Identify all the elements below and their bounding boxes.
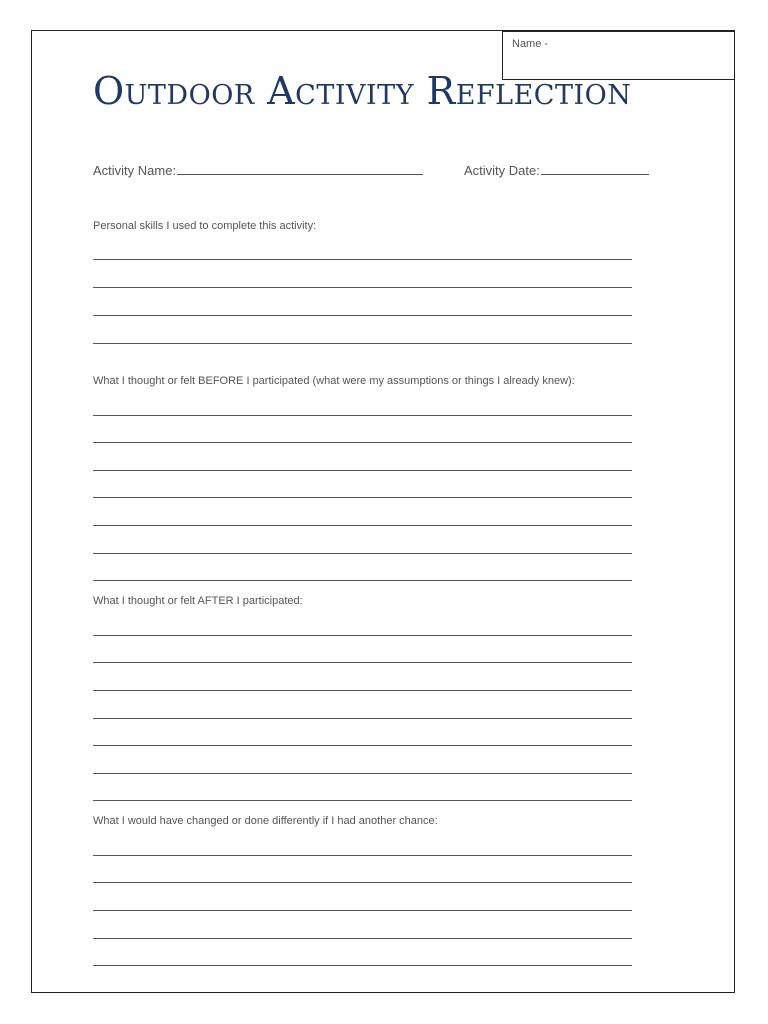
- write-line[interactable]: [93, 800, 632, 801]
- write-line[interactable]: [93, 553, 632, 554]
- write-line[interactable]: [93, 415, 632, 416]
- activity-date-field[interactable]: [464, 163, 649, 178]
- write-line[interactable]: [93, 470, 632, 471]
- write-line[interactable]: [93, 938, 632, 939]
- write-line[interactable]: [93, 690, 632, 691]
- activity-date-blank[interactable]: [541, 163, 649, 175]
- write-line[interactable]: [93, 315, 632, 316]
- write-line[interactable]: [93, 910, 632, 911]
- section-prompt-before: What I thought or felt BEFORE I participated (what were my assumptions or things I already knew):: [93, 375, 575, 387]
- write-line[interactable]: [93, 882, 632, 883]
- activity-name-blank[interactable]: [177, 163, 423, 175]
- worksheet-title: Outdoor Activity Reflection: [93, 69, 632, 113]
- write-line[interactable]: [93, 343, 632, 344]
- activity-name-label: Activity Name:: [93, 163, 177, 178]
- write-line[interactable]: [93, 773, 632, 774]
- write-line[interactable]: [93, 718, 632, 719]
- name-label: Name -: [512, 38, 549, 50]
- activity-date-label: Activity Date:: [464, 163, 540, 178]
- write-line[interactable]: [93, 965, 632, 966]
- section-prompt-changes: What I would have changed or done differently if I had another chance:: [93, 815, 438, 827]
- write-line[interactable]: [93, 525, 632, 526]
- write-line[interactable]: [93, 259, 632, 260]
- write-line[interactable]: [93, 442, 632, 443]
- write-line[interactable]: [93, 580, 632, 581]
- section-prompt-after: What I thought or felt AFTER I participated:: [93, 595, 303, 607]
- activity-name-field[interactable]: [93, 163, 423, 178]
- section-prompt-skills: Personal skills I used to complete this activity:: [93, 220, 317, 232]
- write-line[interactable]: [93, 662, 632, 663]
- write-line[interactable]: [93, 497, 632, 498]
- write-line[interactable]: [93, 287, 632, 288]
- write-line[interactable]: [93, 745, 632, 746]
- write-line[interactable]: [93, 635, 632, 636]
- write-line[interactable]: [93, 855, 632, 856]
